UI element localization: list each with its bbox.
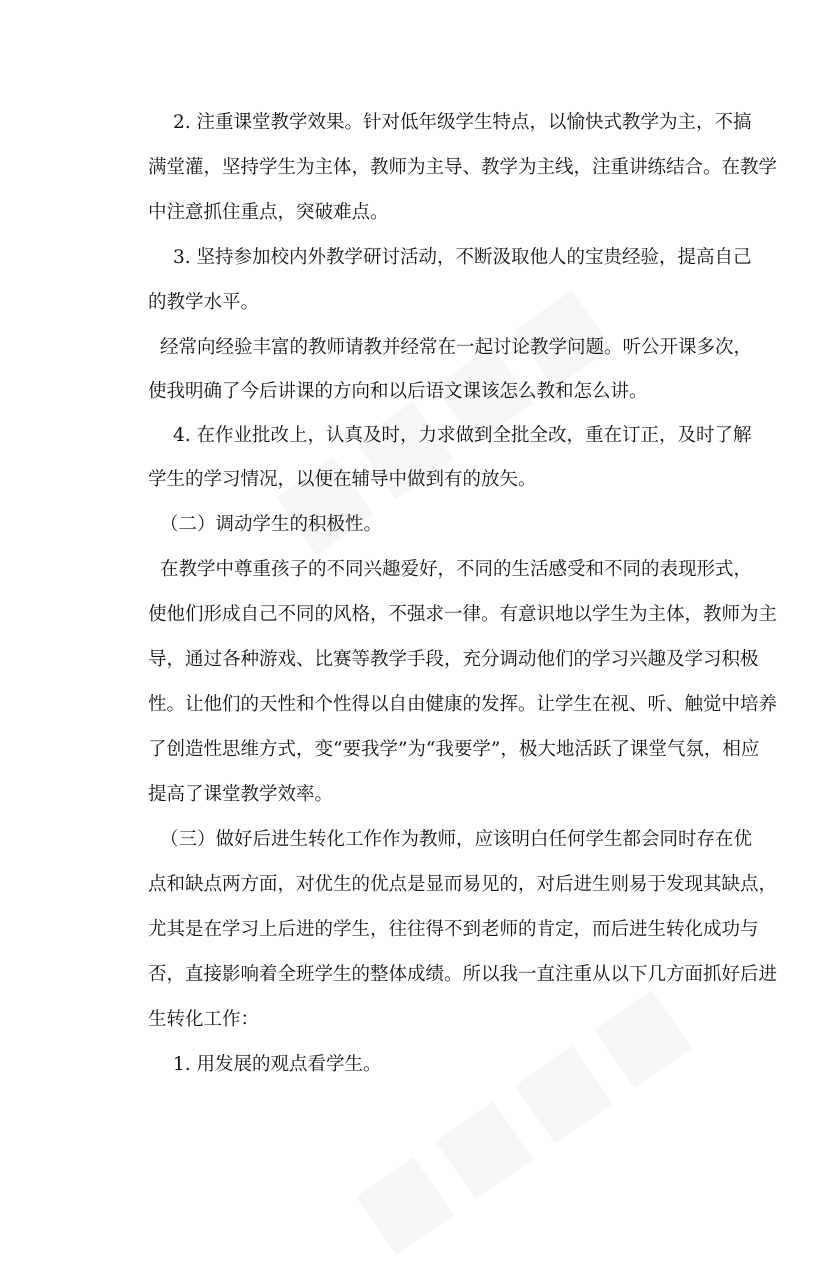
paragraph-line: 生转化工作：: [148, 1009, 260, 1030]
paragraph-line: 点和缺点两方面，对优生的优点是显而易见的，对后进生则易于发现其缺点，: [148, 874, 778, 895]
paragraph-line: 使他们形成自己不同的风格，不强求一律。有意识地以学生为主体，教师为主: [148, 604, 778, 625]
paragraph-line: 导，通过各种游戏、比赛等教学手段，充分调动他们的学习兴趣及学习积极: [148, 649, 759, 670]
paragraph-line: （三）做好后进生转化工作作为教师，应该明白任何学生都会同时存在优: [160, 829, 753, 850]
paragraph-line: 的教学水平。: [148, 292, 260, 313]
watermark: [334, 958, 713, 1268]
paragraph-line: 使我明确了今后讲课的方向和以后语文课该怎么教和怎么讲。: [148, 381, 648, 402]
paragraph-line: 2. 注重课堂教学效果。针对低年级学生特点，以愉快式教学为主，不搞: [173, 112, 752, 133]
paragraph-line: 中注意抓住重点，突破难点。: [148, 202, 389, 223]
paragraph-line: 学生的学习情况，以便在辅导中做到有的放矢。: [148, 469, 537, 490]
paragraph-line: 4. 在作业批改上，认真及时，力求做到全批全改，重在订正，及时了解: [173, 425, 752, 446]
paragraph-line: 经常向经验丰富的教师请教并经常在一起讨论教学问题。听公开课多次，: [160, 337, 753, 358]
paragraph-line: 提高了课堂教学效率。: [148, 784, 334, 805]
section-heading: （二）调动学生的积极性。: [160, 514, 383, 535]
paragraph-line: 性。让他们的天性和个性得以自由健康的发挥。让学生在视、听、触觉中培养: [148, 694, 778, 715]
paragraph-line: 否，直接影响着全班学生的整体成绩。所以我一直注重从以下几方面抓好后进: [148, 964, 778, 985]
paragraph-line: 了创造性思维方式，变“要我学”为“我要学”，极大地活跃了课堂气氛，相应: [148, 739, 760, 760]
paragraph-line: 尤其是在学习上后进的学生，往往得不到老师的肯定，而后进生转化成功与: [148, 919, 759, 940]
paragraph-line: 1. 用发展的观点看学生。: [173, 1054, 382, 1075]
paragraph-line: 3. 坚持参加校内外教学研讨活动，不断汲取他人的宝贵经验，提高自己: [173, 247, 752, 268]
paragraph-line: 在教学中尊重孩子的不同兴趣爱好，不同的生活感受和不同的表现形式，: [160, 559, 753, 580]
paragraph-line: 满堂灌，坚持学生为主体，教师为主导、教学为主线，注重讲练结合。在教学: [148, 157, 778, 178]
